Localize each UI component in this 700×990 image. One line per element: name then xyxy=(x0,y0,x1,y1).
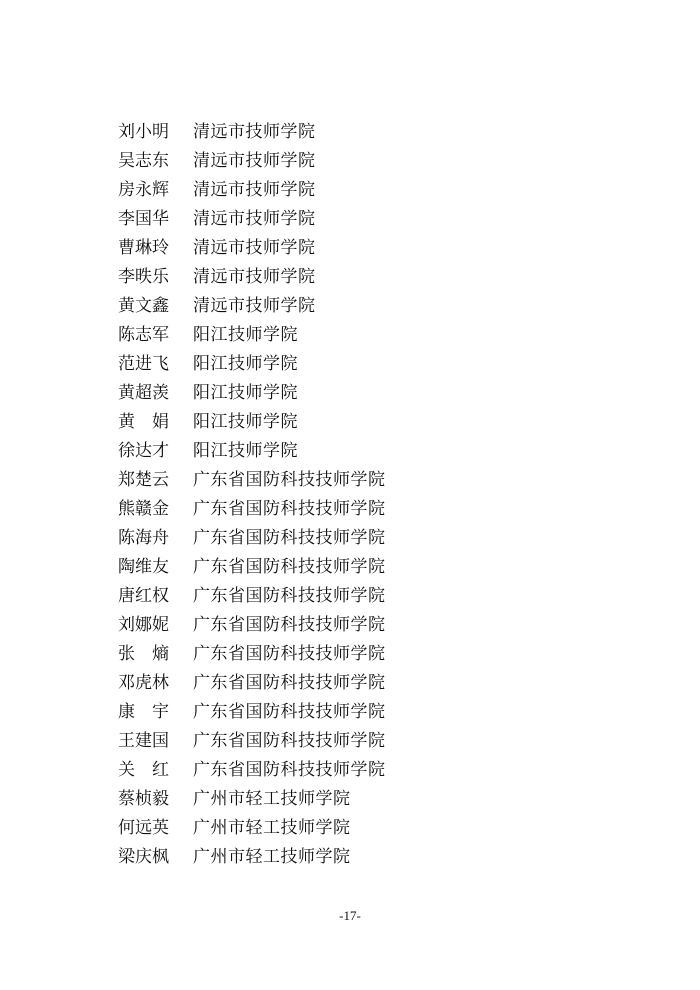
list-item xyxy=(118,611,638,640)
organization-name: 清远市技师学院 xyxy=(193,209,316,229)
organization-name: 广东省国防科技技师学院 xyxy=(193,528,386,548)
list-item xyxy=(118,263,638,292)
list-item xyxy=(118,466,638,495)
organization-name: 广东省国防科技技师学院 xyxy=(193,731,386,751)
list-item xyxy=(118,350,638,379)
organization-name: 阳江技师学院 xyxy=(193,441,298,461)
list-item xyxy=(118,524,638,553)
page-number: -17- xyxy=(339,908,361,923)
person-name: 陈志军 xyxy=(118,325,169,345)
person-name: 陶维友 xyxy=(118,557,169,577)
organization-name: 清远市技师学院 xyxy=(193,238,316,258)
list-item xyxy=(118,843,638,872)
list-item xyxy=(118,814,638,843)
organization-name: 阳江技师学院 xyxy=(193,354,298,374)
organization-name: 阳江技师学院 xyxy=(193,325,298,345)
list-item xyxy=(118,176,638,205)
organization-name: 广东省国防科技技师学院 xyxy=(193,499,386,519)
organization-name: 广东省国防科技技师学院 xyxy=(193,760,386,780)
person-name: 邓虎林 xyxy=(118,673,169,693)
person-name: 蔡桢毅 xyxy=(118,789,169,809)
person-name: 曹琳玲 xyxy=(118,238,169,258)
organization-name: 广东省国防科技技师学院 xyxy=(193,673,386,693)
list-item xyxy=(118,321,638,350)
person-name: 王建国 xyxy=(118,731,169,751)
person-name: 康 宇 xyxy=(118,702,169,722)
organization-name: 清远市技师学院 xyxy=(193,151,316,171)
name-list xyxy=(118,118,638,872)
person-name: 何远英 xyxy=(118,818,169,838)
person-name: 关 红 xyxy=(118,760,169,780)
organization-name: 广东省国防科技技师学院 xyxy=(193,644,386,664)
list-item xyxy=(118,437,638,466)
list-item xyxy=(118,234,638,263)
organization-name: 广东省国防科技技师学院 xyxy=(193,586,386,606)
organization-name: 广东省国防科技技师学院 xyxy=(193,702,386,722)
organization-name: 广东省国防科技技师学院 xyxy=(193,557,386,577)
person-name: 李昳乐 xyxy=(118,267,169,287)
list-item xyxy=(118,495,638,524)
list-item xyxy=(118,379,638,408)
person-name: 徐达才 xyxy=(118,441,169,461)
organization-name: 广州市轻工技师学院 xyxy=(193,847,351,867)
person-name: 陈海舟 xyxy=(118,528,169,548)
person-name: 吴志东 xyxy=(118,151,169,171)
person-name: 房永辉 xyxy=(118,180,169,200)
organization-name: 广州市轻工技师学院 xyxy=(193,818,351,838)
list-item xyxy=(118,727,638,756)
list-item xyxy=(118,640,638,669)
organization-name: 清远市技师学院 xyxy=(193,296,316,316)
person-name: 李国华 xyxy=(118,209,169,229)
person-name: 刘娜妮 xyxy=(118,615,169,635)
list-item xyxy=(118,785,638,814)
organization-name: 广东省国防科技技师学院 xyxy=(193,615,386,635)
organization-name: 广东省国防科技技师学院 xyxy=(193,470,386,490)
person-name: 刘小明 xyxy=(118,122,169,142)
person-name: 黄文鑫 xyxy=(118,296,169,316)
person-name: 黄超羡 xyxy=(118,383,169,403)
list-item xyxy=(118,147,638,176)
organization-name: 清远市技师学院 xyxy=(193,267,316,287)
list-item xyxy=(118,553,638,582)
list-item xyxy=(118,669,638,698)
list-item xyxy=(118,408,638,437)
person-name: 郑楚云 xyxy=(118,470,169,490)
person-name: 唐红权 xyxy=(118,586,169,606)
list-item xyxy=(118,118,638,147)
person-name: 张 熵 xyxy=(118,644,169,664)
list-item xyxy=(118,205,638,234)
person-name: 梁庆枫 xyxy=(118,847,169,867)
list-item xyxy=(118,582,638,611)
organization-name: 清远市技师学院 xyxy=(193,122,316,142)
person-name: 范进飞 xyxy=(118,354,169,374)
organization-name: 阳江技师学院 xyxy=(193,412,298,432)
organization-name: 广州市轻工技师学院 xyxy=(193,789,351,809)
person-name: 黄 娟 xyxy=(118,412,169,432)
organization-name: 清远市技师学院 xyxy=(193,180,316,200)
person-name: 熊赣金 xyxy=(118,499,169,519)
list-item xyxy=(118,292,638,321)
list-item xyxy=(118,756,638,785)
organization-name: 阳江技师学院 xyxy=(193,383,298,403)
list-item xyxy=(118,698,638,727)
